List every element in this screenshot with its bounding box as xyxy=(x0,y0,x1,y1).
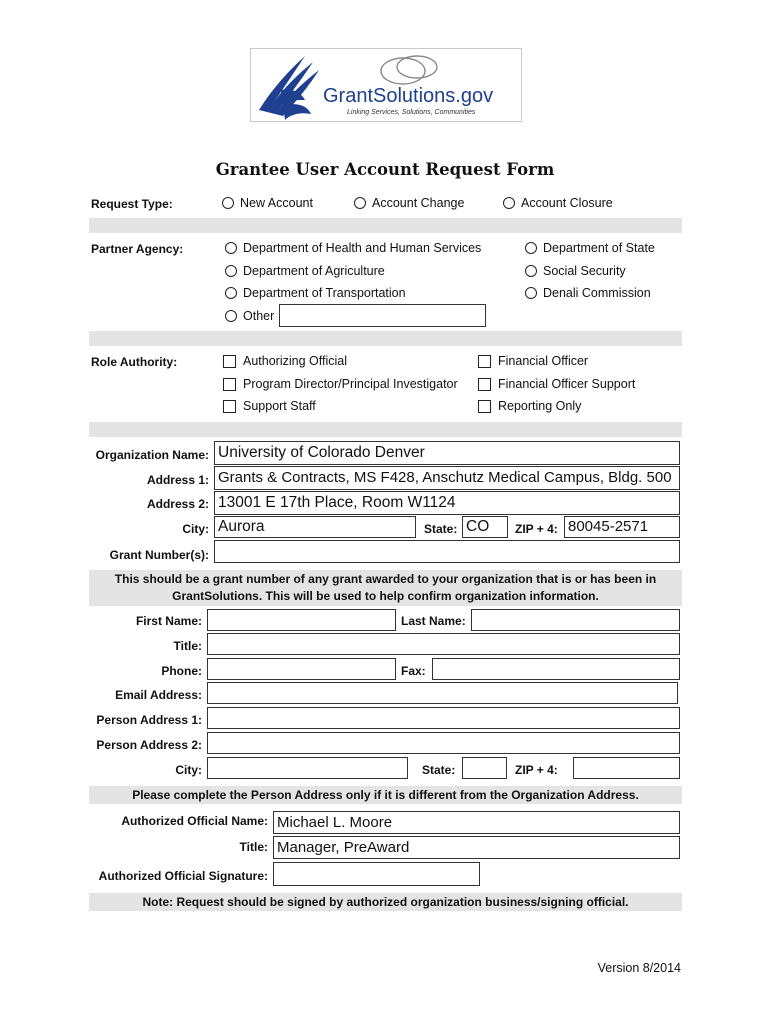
radio-new-account[interactable]: New Account xyxy=(222,196,313,210)
person-zip-label: ZIP + 4: xyxy=(515,763,558,777)
org-zip-field[interactable]: 80045-2571 xyxy=(564,516,680,538)
person-city-field[interactable] xyxy=(207,757,408,779)
signing-official-note: Note: Request should be signed by authorized organization business/signing official. xyxy=(89,893,682,911)
official-title-field[interactable]: Manager, PreAward xyxy=(273,836,680,859)
radio-agency-hhs[interactable]: Department of Health and Human Services xyxy=(225,241,481,255)
official-title-label: Title: xyxy=(239,840,268,854)
radio-circle[interactable] xyxy=(525,242,537,254)
radio-circle[interactable] xyxy=(225,265,237,277)
person-title-field[interactable] xyxy=(207,633,680,655)
person-address2-label: Person Address 2: xyxy=(96,738,202,752)
person-city-label: City: xyxy=(175,763,202,777)
checkbox-authorizing-official[interactable]: Authorizing Official xyxy=(223,354,347,368)
radio-circle[interactable] xyxy=(225,242,237,254)
org-city-field[interactable]: Aurora xyxy=(214,516,416,538)
radio-circle[interactable] xyxy=(525,287,537,299)
version-label: Version 8/2014 xyxy=(597,961,681,975)
radio-account-change[interactable]: Account Change xyxy=(354,196,464,210)
address1-label: Address 1: xyxy=(146,473,209,487)
section-divider xyxy=(89,422,682,437)
checkbox-box[interactable] xyxy=(478,355,491,368)
person-address2-field[interactable] xyxy=(207,732,680,754)
radio-account-closure[interactable]: Account Closure xyxy=(503,196,613,210)
last-name-field[interactable] xyxy=(471,609,680,631)
logo-tagline: Linking Services, Solutions, Communities xyxy=(347,109,476,116)
person-state-field[interactable] xyxy=(462,757,507,779)
request-type-label: Request Type: xyxy=(91,197,173,211)
checkbox-support-staff[interactable]: Support Staff xyxy=(223,399,316,413)
radio-agency-denali[interactable]: Denali Commission xyxy=(525,286,651,300)
address1-field[interactable]: Grants & Contracts, MS F428, Anschutz Medical Campus, Bldg. 500 xyxy=(214,466,680,490)
checkbox-box[interactable] xyxy=(223,400,236,413)
person-address-note: Please complete the Person Address only if it is different from the Organization Address. xyxy=(89,786,682,804)
checkbox-reporting-only[interactable]: Reporting Only xyxy=(478,399,581,413)
person-zip-field[interactable] xyxy=(573,757,680,779)
address2-field[interactable]: 13001 E 17th Place, Room W1124 xyxy=(214,491,680,515)
radio-agency-transportation[interactable]: Department of Transportation xyxy=(225,286,406,300)
person-state-label: State: xyxy=(422,763,456,777)
radio-agency-ssa[interactable]: Social Security xyxy=(525,264,626,278)
radio-agency-state[interactable]: Department of State xyxy=(525,241,655,255)
phone-label: Phone: xyxy=(161,664,202,678)
email-field[interactable] xyxy=(207,682,678,704)
organization-name-field[interactable]: University of Colorado Denver xyxy=(214,441,680,465)
partner-agency-label: Partner Agency: xyxy=(91,242,184,256)
first-name-label: First Name: xyxy=(135,614,202,628)
grant-number-field[interactable] xyxy=(214,540,680,563)
section-divider xyxy=(89,218,682,233)
section-divider xyxy=(89,331,682,346)
radio-circle[interactable] xyxy=(225,287,237,299)
form-title: Grantee User Account Request Form xyxy=(215,160,555,179)
role-authority-label: Role Authority: xyxy=(91,355,178,369)
authorized-official-name-label: Authorized Official Name: xyxy=(121,814,268,828)
radio-circle[interactable] xyxy=(225,310,237,322)
org-city-label: City: xyxy=(182,522,209,536)
last-name-label: Last Name: xyxy=(401,614,466,628)
person-address1-field[interactable] xyxy=(207,707,680,729)
logo-wordmark: GrantSolutions.gov xyxy=(323,85,494,107)
other-agency-input[interactable] xyxy=(279,304,486,327)
checkbox-box[interactable] xyxy=(223,378,236,391)
organization-name-label: Organization Name: xyxy=(95,448,209,462)
person-title-label: Title: xyxy=(173,639,202,653)
fax-label: Fax: xyxy=(401,664,426,678)
grant-number-label: Grant Number(s): xyxy=(109,548,209,562)
phone-field[interactable] xyxy=(207,658,396,680)
org-state-field[interactable]: CO xyxy=(462,516,508,538)
grantsolutions-logo xyxy=(250,48,522,122)
radio-circle[interactable] xyxy=(525,265,537,277)
radio-circle[interactable] xyxy=(354,197,366,209)
fax-field[interactable] xyxy=(432,658,680,680)
first-name-field[interactable] xyxy=(207,609,396,631)
radio-agency-agriculture[interactable]: Department of Agriculture xyxy=(225,264,385,278)
checkbox-box[interactable] xyxy=(223,355,236,368)
official-signature-label: Authorized Official Signature: xyxy=(98,869,268,883)
hhs-eagle-icon xyxy=(253,50,333,122)
radio-circle[interactable] xyxy=(503,197,515,209)
official-signature-field[interactable] xyxy=(273,862,480,886)
checkbox-financial-officer[interactable]: Financial Officer xyxy=(478,354,588,368)
address2-label: Address 2: xyxy=(146,497,209,511)
checkbox-box[interactable] xyxy=(478,400,491,413)
radio-circle[interactable] xyxy=(222,197,234,209)
person-address1-label: Person Address 1: xyxy=(96,713,202,727)
authorized-official-name-field[interactable]: Michael L. Moore xyxy=(273,811,680,834)
checkbox-program-director[interactable]: Program Director/Principal Investigator xyxy=(223,377,458,391)
grant-number-note: This should be a grant number of any grant awarded to your organization that is or has been in GrantSolutions. This will be used to help confirm organization information. xyxy=(89,570,682,606)
checkbox-financial-officer-support[interactable]: Financial Officer Support xyxy=(478,377,635,391)
radio-agency-other[interactable]: Other xyxy=(225,309,274,323)
checkbox-box[interactable] xyxy=(478,378,491,391)
org-zip-label: ZIP + 4: xyxy=(515,522,558,536)
org-state-label: State: xyxy=(424,522,458,536)
email-label: Email Address: xyxy=(115,688,202,702)
